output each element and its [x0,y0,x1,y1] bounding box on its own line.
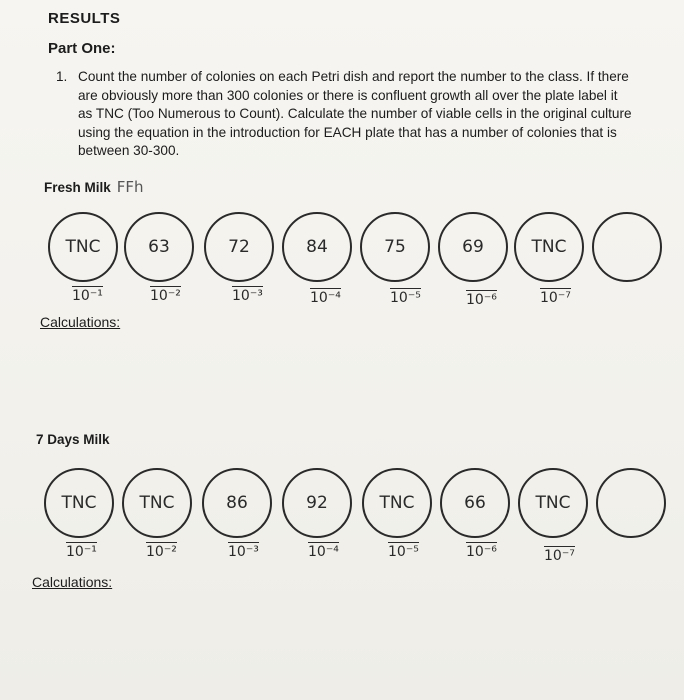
petri-dish: TNC [44,468,114,538]
instruction-line: between 30-300. [78,143,180,158]
petri-dish: TNC [514,212,584,282]
dilution-label: 10⁻⁴ [310,290,341,306]
instruction-line: Count the number of colonies on each Petri dish and report the number to the class. If there [78,69,629,84]
petri-dish [596,468,666,538]
petri-dish: 72 [204,212,274,282]
petri-dish: 69 [438,212,508,282]
petri-dish: TNC [362,468,432,538]
fresh-milk-calculations-label: Calculations: [40,314,121,330]
petri-dish: 75 [360,212,430,282]
instruction-number: 1. [56,69,68,84]
petri-dish: TNC [518,468,588,538]
seven-days-milk-title: 7 Days Milk [36,432,110,447]
petri-dish: 63 [124,212,194,282]
petri-dish: 84 [282,212,352,282]
petri-dish: 92 [282,468,352,538]
dilution-label: 10⁻⁶ [466,544,497,560]
fresh-milk-handwritten-note: FFh [116,178,144,196]
dilution-label: 10⁻⁵ [390,290,421,306]
dilution-label: 10⁻⁷ [540,290,571,306]
dilution-label: 10⁻⁶ [466,292,497,308]
instruction-line: as TNC (Too Numerous to Count). Calculate the number of viable cells in the original culture [78,106,632,121]
petri-dish: 86 [202,468,272,538]
seven-days-milk-calculations-label: Calculations: [32,574,113,590]
dilution-label: 10⁻³ [232,288,263,304]
petri-dish: TNC [122,468,192,538]
dilution-label: 10⁻² [146,544,177,560]
instruction-item [56,68,656,161]
instruction-line: using the equation in the introduction for EACH plate that has a number of colonies that is [78,124,617,140]
petri-dish [592,212,662,282]
petri-dish: TNC [48,212,118,282]
dilution-label: 10⁻⁷ [544,548,575,564]
dilution-label: 10⁻⁴ [308,544,339,560]
fresh-milk-label: Fresh Milk [44,180,111,195]
instruction-text [78,68,643,161]
part-one-title: Part One: [48,40,116,57]
petri-dish: 66 [440,468,510,538]
dilution-label: 10⁻¹ [66,544,97,560]
dilution-label: 10⁻¹ [72,288,103,304]
dilution-label: 10⁻³ [228,544,259,560]
dilution-label: 10⁻² [150,288,181,304]
dilution-label: 10⁻⁵ [388,544,419,560]
instruction-line: are obviously more than 300 colonies or there is confluent growth all over the plate label it [78,87,618,103]
fresh-milk-title [44,178,144,196]
results-heading: RESULTS [48,10,121,27]
